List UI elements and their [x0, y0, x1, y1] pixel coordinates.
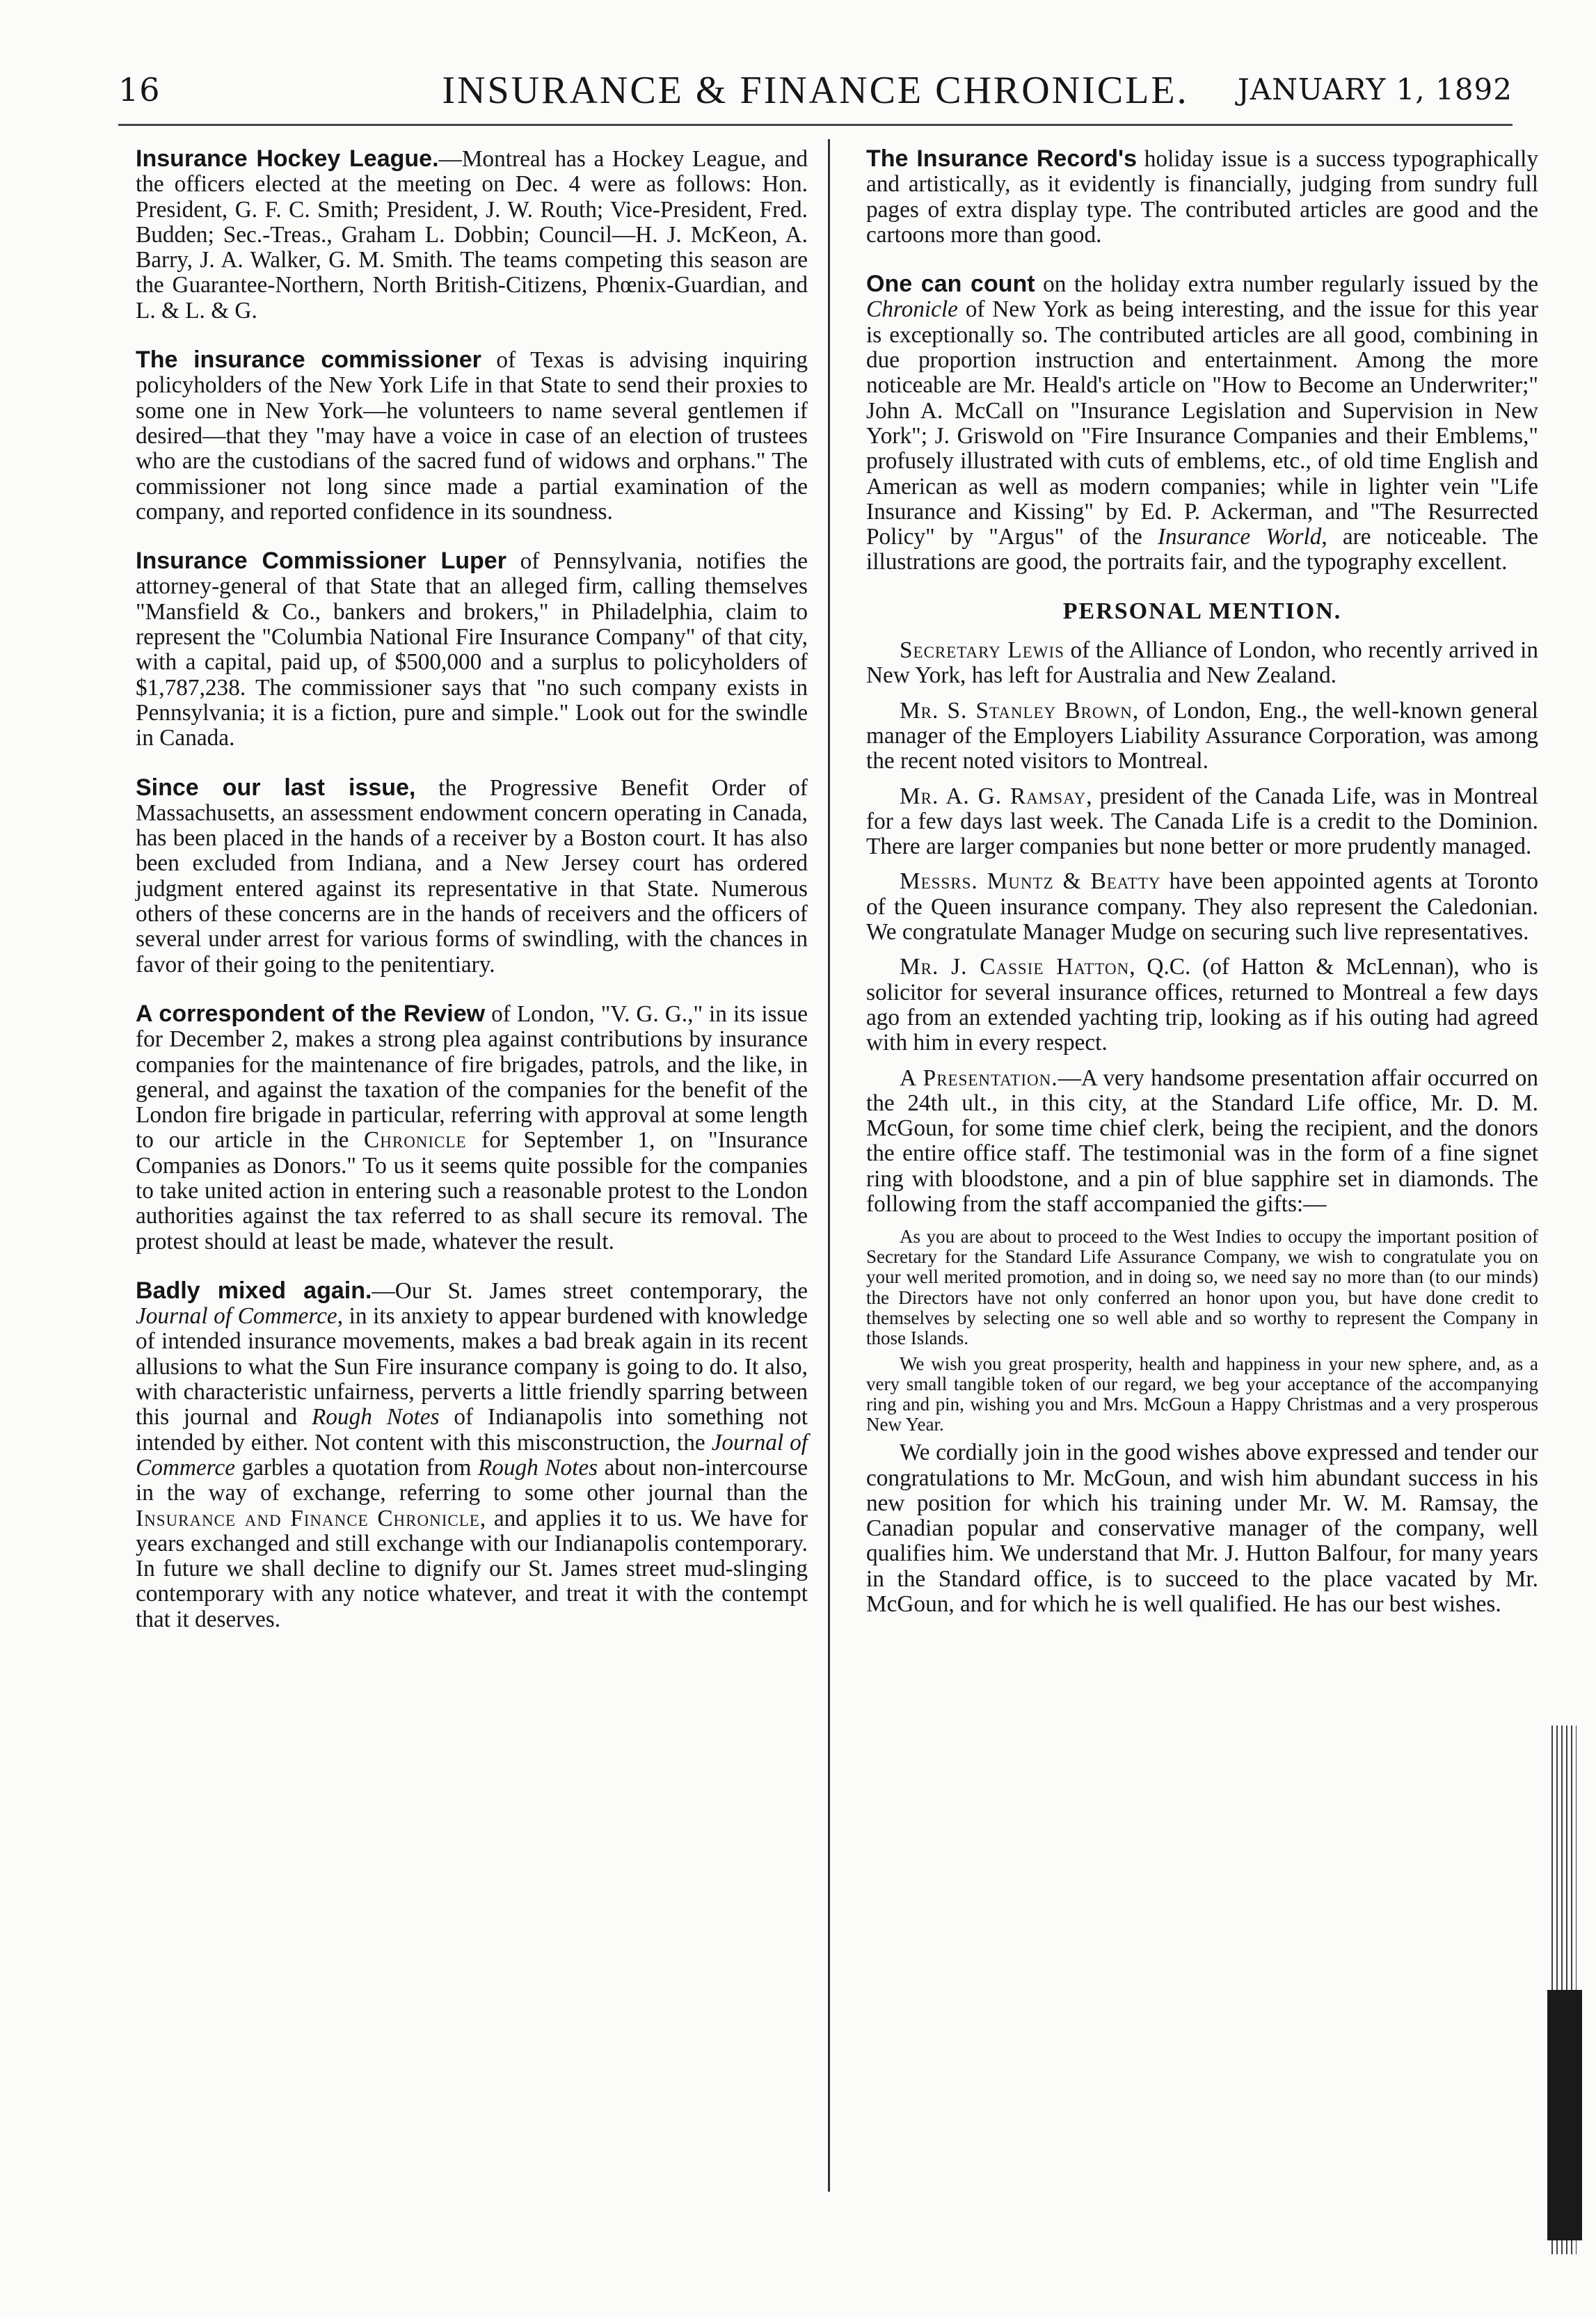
publication-title: INSURANCE & FINANCE CHRONICLE. [442, 69, 1189, 112]
mention-closing: We cordially join in the good wishes above expressed and tender our congratulations to Mr. McGoun, and wish him abundant success in his new position for which his training under Mr. W. M. Ramsay, the Canadian popular and conservative manager of the company, well qualifies him. We understand that Mr. J. Hutton Balfour, for many years in the Standard office, is to succeed to the place vacated by Mr. McGoun, and for which he is well qualified. He has our best wishes. [866, 1440, 1538, 1617]
article-lead: The insurance commissioner [136, 346, 481, 374]
article-body: the Progressive Benefit Order of Massachusetts, an assessment endowment concern operating in Canada, has been placed in the hands of a receiver by a Boston court. It has also been excluded from Indiana, and a New Jersey court has ordered judgment entered against its representative in that State. Numerous others of these concerns are in the hands of receivers and the officers of several under arrest for various forms of swindling, with the chances in favor of their going to the penitentiary. [136, 774, 808, 978]
mention-ramsay [866, 784, 1538, 860]
article-body: —Montreal has a Hockey League, and the officers elected at the meeting on Dec. 4 were as follows: Hon. President, G. F. C. Smith; President, J. W. Routh; Vice-President, Fred. Budden; Sec.-Treas., Graham L. Dobbin; Council—H. J. McKeon, A. Barry, J. A. Walker, G. M. Smith. The teams competing this season are the Guarantee-Northern, North British-Citizens, Phœnix-Guardian, and L. & L. & G. [136, 146, 808, 324]
page-header [118, 64, 1513, 120]
person-name: Mr. A. G. Ramsay [900, 783, 1087, 809]
article-hockey-league [136, 146, 808, 324]
article-body: of London, "V. G. G.," in its issue for December 2, makes a strong plea against contributions by insurance companies for the maintenance of fire brigades, patrols, and the like, in general, and against the taxation of the companies for the benefit of the London fire brigade in particular, referring with approval at some length to our article in the [136, 1001, 808, 1154]
italic-title: Rough Notes [311, 1404, 440, 1431]
article-text: of New York as being interesting, and the issue for this year is exceptionally so. The contributed articles are all good, combining in due proportion instruction and entertainment. Among the more noticeable are Mr. Heald's article on "How to Become an Underwriter;" John A. McCall on "Insurance Legislation and Supervision in New York"; J. Griswold on "Fire Insurance Companies and their Emblems," profusely illustrated with cuts of emblems, etc., of old time English and American as well as modern companies; while in lighter vein "Life Insurance and Kissing" by Ed. P. Ackerman, and "The Resurrected Policy" by "Argus" of the [866, 296, 1538, 550]
left-column [136, 146, 808, 1656]
article-lead: One can count [866, 271, 1035, 298]
quoted-letter-2: We wish you great prosperity, health and happiness in your new sphere, and, as a very small tangible token of our regard, we beg your acceptance of the accompanying ring and pin, wishing you and Mrs. McGoun a Happy Christmas and a very prosperous New Year. [866, 1353, 1538, 1435]
person-name: A Presentation. [900, 1065, 1058, 1091]
page-number: 16 [118, 71, 161, 109]
mention-body: of the Alliance of London, who recently arrived in New York, has left for Australia and New Zealand. [866, 637, 1538, 689]
person-name: Mr. S. Stanley Brown [900, 697, 1133, 724]
article-texas-commissioner [136, 347, 808, 525]
article-insurance-record [866, 146, 1538, 248]
section-heading: PERSONAL MENTION. [1062, 598, 1342, 624]
mention-body: , Q.C. (of Hatton & McLennan), who is solicitor for several insurance offices, returned to Montreal a few days ago from an extended yachting trip, looking as if his outing had agreed with him in every respect. [866, 954, 1538, 1056]
article-text: , are noticeable. The illustrations are good, the portraits fair, and the typography excellent. [866, 524, 1538, 575]
mention-body: have been appointed agents at Toronto of the Queen insurance company. They also represent the Caledonian. We congratulate Manager Mudge on securing such live representatives. [866, 868, 1538, 946]
mention-body: —A very handsome presentation affair occurred on the 24th ult., in this city, at the Standard Life office, Mr. D. M. McGoun, for some time chief clerk, being the recipient, and the donors the entire office staff. The testimonial was in the form of a fine signet ring with bloodstone, and a pin of blue sapphire set in diamonds. The following from the staff accompanied the gifts:— [866, 1065, 1538, 1217]
article-lead: A correspondent of the Review [136, 1000, 486, 1027]
article-lead: The Insurance Record's [866, 145, 1138, 172]
article-text: on the holiday extra number regularly issued by the [1035, 271, 1538, 298]
mention-body: , president of the Canada Life, was in Montreal for a few days last week. The Canada Life is a credit to the Dominion. There are larger companies but none better or more prudently managed. [866, 783, 1538, 860]
article-lead: Insurance Commissioner Luper [136, 548, 506, 575]
article-text: , in its anxiety to appear burdened with knowledge of intended insurance movements, makes a bad break again in its recent allusions to what the Sun Fire insurance company is going to do. It also, with characteristic unfairness, perverts a little friendly sparring between this journal and [136, 1303, 808, 1431]
mention-body: , of London, Eng., the well-known general manager of the Employers Liability Assurance Corporation, was among the recent noted visitors to Montreal. [866, 697, 1538, 774]
page-edge-binding-shadow [1547, 1990, 1582, 2240]
article-body: of Texas is advising inquiring policyholders of the New York Life in that State to send their proxies to some one in New York—he volunteers to name several gentlemen if desired—that they "may have a voice in case of an election of trustees who are the custodians of the sacred fund of widows and orphans." The commissioner not long since made a partial examination of the company, and reported confidence in its soundness. [136, 347, 808, 525]
header-rule [118, 124, 1513, 126]
article-body: of Pennsylvania, notifies the attorney-general of that State that an alleged firm, calling themselves "Mansfield & Co., bankers and brokers," in Philadelphia, claim to represent the "Columbia National Fire Insurance Company" of that city, with a capital, paid up, of $500,000 and a surplus to policyholders of $1,787,238. The commissioner says that "no such company exists in Pennsylvania; it is a fiction, pure and simple." Look out for the swindle in Canada. [136, 548, 808, 751]
article-text: garbles a quotation from [235, 1454, 478, 1481]
article-text: —Our St. James street contemporary, the [372, 1277, 808, 1304]
article-text: about non-intercourse in the way of exchange, referring to some other journal than the [136, 1454, 808, 1506]
mention-brown [866, 699, 1538, 774]
person-name: Secretary Lewis [900, 637, 1064, 664]
article-holiday-extra [866, 271, 1538, 575]
small-caps-title: Insurance and Finance Chronicle [136, 1505, 480, 1531]
italic-title: Journal of Commerce [136, 1303, 337, 1330]
article-body: holiday issue is a success typographically and artistically, as it evidently is financially, judging from sundry full pages of extra display type. The contributed articles are good and the cartoons more than good. [866, 146, 1538, 248]
italic-title: Chronicle [866, 296, 958, 323]
person-name: Messrs. Muntz & Beatty [900, 868, 1161, 895]
italic-title: Journal of Commerce [136, 1429, 808, 1481]
article-badly-mixed [136, 1278, 808, 1632]
article-lead: Insurance Hockey League. [136, 145, 439, 172]
article-text: of Indianapolis into something not intended by either. Not content with this misconstruction, the [136, 1404, 808, 1456]
mention-presentation [866, 1066, 1538, 1218]
article-lead: Since our last issue, [136, 774, 416, 801]
article-progressive-benefit [136, 775, 808, 978]
article-review-correspondent [136, 1001, 808, 1254]
article-luper [136, 548, 808, 751]
article-lead: Badly mixed again. [136, 1277, 372, 1304]
person-name: Mr. J. Cassie Hatton [900, 954, 1130, 980]
right-column [866, 146, 1538, 1627]
mention-muntz-beatty [866, 869, 1538, 945]
italic-title: Rough Notes [477, 1454, 598, 1481]
quoted-letter-1: As you are about to proceed to the West Indies to occupy the important position of Secretary for the Standard Life Assurance Company, we wish to congratulate you on your well merited promotion, and in doing so, we need say no more than (to our minds) the Directors have not only conferred an honor upon you, but have done credit to themselves by selecting one so well able and so worthy to represent the Company in those Islands. [866, 1226, 1538, 1348]
column-separator [828, 139, 830, 2192]
mention-hatton [866, 955, 1538, 1055]
mention-lewis [866, 638, 1538, 689]
article-body-cont: for September 1, on "Insurance Companies as Donors." To us it seems quite possible for the companies to take united action in entering such a reasonable protest to the London authorities against the tax referred to as shall secure its removal. The protest should at least be made, whatever the result. [136, 1127, 808, 1254]
issue-date: JANUARY 1, 1892 [1237, 72, 1513, 106]
chronicle-ref: Chronicle [364, 1127, 467, 1154]
italic-title: Insurance World [1157, 524, 1322, 550]
article-text: , and applies it to us. We have for years exchanged and still exchange with our Indianapolis contemporary. In future we shall decline to dignify our St. James street mud-slinging contemporary with any notice whatever, and treat it with the contempt that it deserves. [136, 1505, 808, 1632]
